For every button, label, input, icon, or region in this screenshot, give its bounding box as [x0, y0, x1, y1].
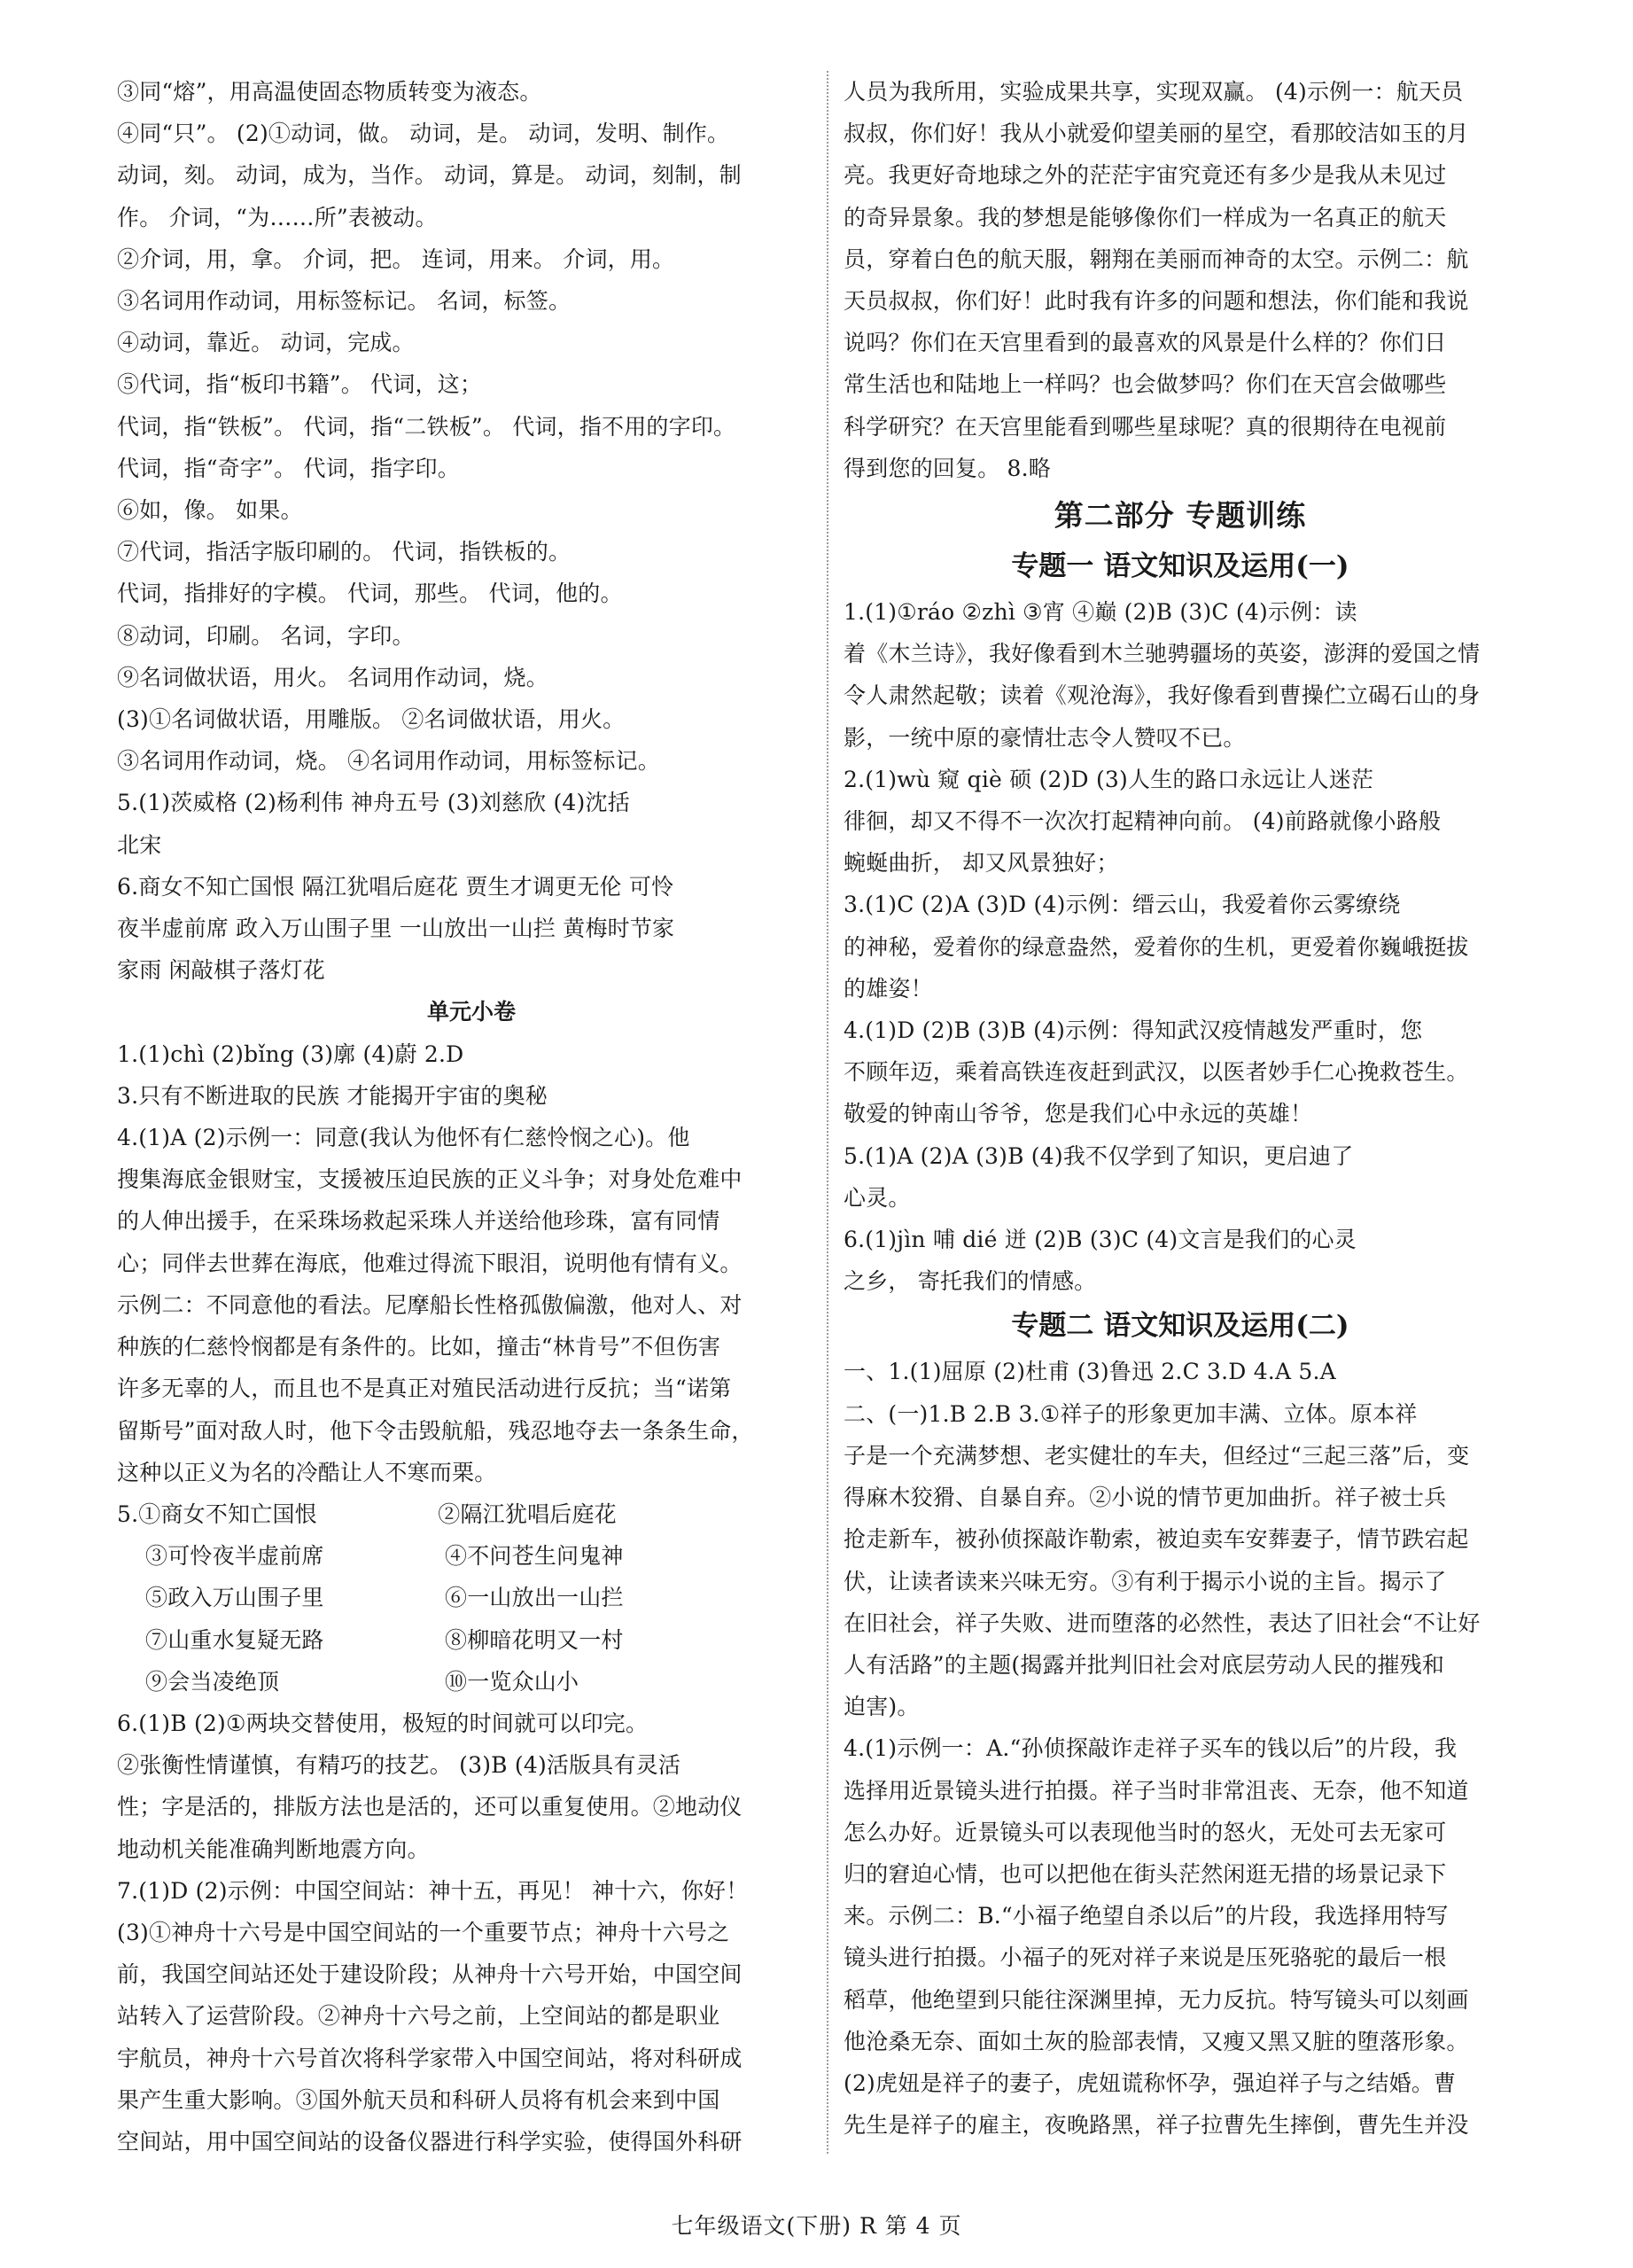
answer-line: 果产生重大影响。③国外航天员和科研人员将有机会来到中国: [117, 2086, 720, 2113]
answer-line: 3.(1)C (2)A (3)D (4)示例：缙云山，我爱着你云雾缭绕: [844, 892, 1401, 918]
answer-line: 空间站，用中国空间站的设备仪器进行科学实验，使得国外科研: [117, 2128, 743, 2155]
poem-pair-row: [117, 1661, 826, 1703]
unit-quiz-heading: 单元小卷: [426, 999, 516, 1025]
answer-line: 得麻木狡猾、自暴自弃。②小说的情节更加曲折。祥子被士兵: [844, 1485, 1447, 1511]
poem-line: ⑩一览众山小: [445, 1668, 579, 1695]
topic-one-heading: 专题一 语文知识及运用(一): [1011, 550, 1349, 583]
right-column: [844, 71, 1517, 2146]
answer-line: 站转入了运营阶段。②神舟十六号之前，上空间站的都是职业: [117, 2003, 720, 2030]
answer-line: 二、(一)1.B 2.B 3.①祥子的形象更加丰满、立体。原本祥: [844, 1400, 1418, 1427]
answer-line: 1.(1)①ráo ②zhì ③宵 ④巅 (2)B (3)C (4)示例：读: [844, 599, 1357, 626]
poem-line: ⑤政入万山围子里: [145, 1585, 324, 1611]
answer-line: (3)①神舟十六号是中国空间站的一个重要节点；神舟十六号之: [117, 1919, 730, 1945]
answer-line: 4.(1)A (2)示例一：同意(我认为他怀有仁慈怜悯之心)。他: [117, 1125, 690, 1151]
answer-line: 选择用近景镜头进行拍摄。祥子当时非常沮丧、无奈，他不知道: [844, 1777, 1469, 1804]
answer-line: 一、1.(1)屈原 (2)杜甫 (3)鲁迅 2.C 3.D 4.A 5.A: [844, 1359, 1336, 1385]
answer-line: 不顾年迈，乘着高铁连夜赶到武汉，以医者妙手仁心挽救苍生。: [844, 1059, 1469, 1086]
poem-line: ⑧柳暗花明又一村: [445, 1626, 624, 1653]
left-answers-part-c: [117, 1703, 826, 2163]
answer-line: 先生是祥子的雇主，夜晚路黑，祥子拉曹先生摔倒，曹先生并没: [844, 2112, 1469, 2139]
answer-line: 4.(1)D (2)B (3)B (4)示例：得知武汉疫情越发严重时，您: [844, 1017, 1423, 1044]
answer-line: ④动词，靠近。 动词，完成。: [117, 330, 415, 356]
answer-line: 代词，指“奇字”。 代词，指字印。: [117, 455, 460, 481]
answer-line: 蜿蜒曲折， 却又风景独好；: [844, 850, 1119, 877]
topic-two-heading: 专题二 语文知识及运用(二): [1011, 1310, 1349, 1343]
answer-line: 徘徊，却又不得不一次次打起精神向前。 (4)前路就像小路般: [844, 808, 1442, 835]
answer-line: 6.商女不知亡国恨 隔江犹唱后庭花 贾生才调更无伦 可怜: [117, 873, 674, 900]
left-column: [117, 71, 826, 2163]
poem-line: ②隔江犹唱后庭花: [438, 1500, 617, 1527]
poem-line: ⑦山重水复疑无路: [145, 1626, 324, 1653]
answer-line: ⑦代词，指活字版印刷的。 代词，指铁板的。: [117, 539, 572, 565]
answer-line: 的奇异景象。我的梦想是能够像你们一样成为一名真正的航天: [844, 204, 1447, 230]
answer-line: ②张衡性情谨慎，有精巧的技艺。 (3)B (4)活版具有灵活: [117, 1752, 681, 1779]
answer-line: 6.(1)B (2)①两块交替使用，极短的时间就可以印完。: [117, 1710, 649, 1736]
answer-line: 家雨 闲敲棋子落灯花: [117, 957, 325, 984]
answer-line: 3.只有不断进取的民族 才能揭开宇宙的奥秘: [117, 1082, 548, 1109]
answer-line: 代词，指排好的字模。 代词，那些。 代词，他的。: [117, 581, 623, 607]
answer-line: 作。 介词，“为……所”表被动。: [117, 204, 438, 230]
answer-line: 留斯号”面对敌人时，他下令击毁航船，残忍地夺去一条条生命，: [117, 1417, 754, 1444]
answer-line: 说吗？你们在天宫里看到的最喜欢的风景是什么样的？你们日: [844, 330, 1447, 356]
answer-line: ③同“熔”，用高温使固态物质转变为液态。: [117, 79, 542, 105]
answer-line: 1.(1)chì (2)bǐng (3)廓 (4)蔚 2.D: [117, 1040, 464, 1067]
answer-line: 在旧社会，祥子失败、进而堕落的必然性，表达了旧社会“不让好: [844, 1609, 1481, 1636]
answer-line: 宇航员，神舟十六号首次将科学家带入中国空间站，将对科研成: [117, 2045, 743, 2071]
answer-line: (2)虎妞是祥子的妻子，虎妞谎称怀孕，强迫祥子与之结婚。曹: [844, 2069, 1457, 2096]
part-two-heading: 第二部分 专题训练: [1054, 498, 1307, 534]
answer-line: ④同“只”。 (2)①动词，做。 动词，是。 动词，发明、制作。: [117, 121, 730, 147]
answer-line: 2.(1)wù 窥 qiè 硕 (2)D (3)人生的路口永远让人迷茫: [844, 766, 1374, 792]
poem-line: ③可怜夜半虚前席: [145, 1543, 324, 1570]
answer-line: 动词，刻。 动词，成为，当作。 动词，算是。 动词，刻制，制: [117, 162, 742, 189]
answer-line: 的人伸出援手，在采珠场救起采珠人并送给他珍珠，富有同情: [117, 1208, 720, 1235]
answer-line: 影，一统中原的豪情壮志令人赞叹不已。: [844, 724, 1246, 751]
answer-line: 伏，让读者读来兴味无穷。③有利于揭示小说的主旨。揭示了: [844, 1568, 1447, 1594]
poem-line: ①商女不知亡国恨: [138, 1500, 317, 1527]
answer-line: 归的窘迫心情，也可以把他在街头茫然闲逛无措的场景记录下: [844, 1860, 1447, 1887]
answer-line: 的神秘，爱着你的绿意盎然，爱着你的生机，更爱着你巍峨挺拔: [844, 933, 1469, 960]
answer-line: ③名词用作动词，用标签标记。 名词，标签。: [117, 288, 572, 315]
answer-line: ⑧动词，印刷。 名词，字印。: [117, 622, 415, 649]
answer-line: ⑤代词，指“板印书籍”。 代词，这；: [117, 371, 483, 398]
answer-line: 搜集海底金银财宝，支援被压迫民族的正义斗争；对身处危难中: [117, 1166, 743, 1193]
answer-line: 心灵。: [844, 1184, 911, 1211]
answer-line: 前，我国空间站还处于建设阶段；从神舟十六号开始，中国空间: [117, 1961, 743, 1988]
answer-line: 稻草，他绝望到只能往深渊里掉，无力反抗。特写镜头可以刻画: [844, 1986, 1469, 2013]
answer-line: 5.(1)A (2)A (3)B (4)我不仅学到了知识，更启迪了: [844, 1142, 1354, 1169]
answer-line: 地动机关能准确判断地震方向。: [117, 1835, 430, 1862]
answer-line: ⑥如，像。 如果。: [117, 497, 303, 524]
answer-line: 镜头进行拍摄。小福子的死对祥子来说是压死骆驼的最后一根: [844, 1945, 1447, 1971]
poem-line: ④不问苍生问鬼神: [445, 1543, 624, 1570]
poem-pair-row: [117, 1619, 826, 1661]
answer-line: 这种以正义为名的冷酷让人不寒而栗。: [117, 1459, 497, 1485]
answer-line: 叔叔，你们好！我从小就爱仰望美丽的星空，看那皎洁如玉的月: [844, 121, 1469, 147]
topic-two-answers: [844, 1351, 1517, 2146]
answer-line: 他沧桑无奈、面如土灰的脸部表情，又瘦又黑又脏的堕落形象。: [844, 2028, 1469, 2054]
answer-line: 5.(1)茨威格 (2)杨利伟 神舟五号 (3)刘慈欣 (4)沈括: [117, 790, 630, 816]
answer-line: 天员叔叔，你们好！此时我有许多的问题和想法，你们能和我说: [844, 288, 1469, 315]
answer-line: 7.(1)D (2)示例：中国空间站：神十五，再见！ 神十六，你好！: [117, 1877, 749, 1904]
left-answers-part-a: [117, 71, 826, 991]
answer-line: 科学研究？在天宫里能看到哪些星球呢？真的很期待在电视前: [844, 413, 1447, 440]
answer-line: 代词，指“铁板”。 代词，指“二铁板”。 代词，指不用的字印。: [117, 413, 736, 440]
answer-line: 着《木兰诗》，我好像看到木兰驰骋疆场的英姿，澎湃的爱国之情: [844, 641, 1481, 667]
left-answers-part-b: [117, 1033, 826, 1493]
answer-line: 敬爱的钟南山爷爷，您是我们心中永远的英雄！: [844, 1101, 1313, 1127]
answer-line: 性；字是活的，排版方法也是活的，还可以重复使用。②地动仪: [117, 1794, 743, 1820]
answer-line: 员，穿着白色的航天服，翱翔在美丽而神奇的太空。示例二：航: [844, 246, 1469, 272]
answer-line: 心；同伴去世葬在海底，他难过得流下眼泪，说明他有情有义。: [117, 1250, 743, 1276]
answer-line: 常生活也和陆地上一样吗？也会做梦吗？你们在天宫会做哪些: [844, 371, 1447, 398]
answer-line: 种族的仁慈怜悯都是有条件的。比如，撞击“林肯号”不但伤害: [117, 1334, 721, 1360]
poem-pair-row: [117, 1535, 826, 1577]
answer-line: (3)①名词做状语，用雕版。 ②名词做状语，用火。: [117, 706, 626, 733]
answer-line: 亮。我更好奇地球之外的茫茫宇宙究竟还有多少是我从未见过: [844, 162, 1447, 189]
answer-line: 人员为我所用，实验成果共享，实现双赢。 (4)示例一：航天员: [844, 79, 1464, 105]
question-number: 5.: [117, 1500, 139, 1527]
answer-line: 怎么办好。近景镜头可以表现他当时的怒火，无处可去无家可: [844, 1819, 1447, 1845]
answer-line: ②介词，用，拿。 介词，把。 连词，用来。 介词，用。: [117, 246, 675, 272]
answer-line: 抢走新车，被孙侦探敲诈勒索，被迫卖车安葬妻子，情节跌宕起: [844, 1526, 1469, 1553]
answer-line: 人有活路”的主题(揭露并批判旧社会对底层劳动人民的摧残和: [844, 1651, 1445, 1678]
poem-line: ⑥一山放出一山拦: [445, 1585, 624, 1611]
right-answers-part-a: [844, 71, 1517, 489]
answer-line: 令人肃然起敬；读着《观沧海》，我好像看到曹操伫立碣石山的身: [844, 682, 1481, 709]
answer-line: 4.(1)示例一：A.“孙侦探敲诈走祥子买车的钱以后”的片段，我: [844, 1735, 1458, 1762]
page-footer: 七年级语文(下册) R 第 4 页: [671, 2213, 962, 2239]
answer-line: 示例二：不同意他的看法。尼摩船长性格孤傲偏激，他对人、对: [117, 1291, 743, 1318]
answer-line: 的雄姿！: [844, 975, 933, 1002]
poem-pair-row: [117, 1493, 826, 1535]
answer-line: 迫害)。: [844, 1694, 920, 1720]
poem-pair-row: [117, 1577, 826, 1618]
answer-line: ③名词用作动词，烧。 ④名词用作动词，用标签标记。: [117, 748, 660, 775]
answer-line: 北宋: [117, 831, 162, 858]
answer-line: 之乡， 寄托我们的情感。: [844, 1268, 1097, 1295]
topic-one-answers: [844, 591, 1517, 1302]
answer-line: ⑨名词做状语，用火。 名词用作动词，烧。: [117, 664, 548, 690]
column-divider: [827, 71, 829, 2154]
poem-line: ⑨会当凌绝顶: [145, 1668, 280, 1695]
answer-line: 得到您的回复。 8.略: [844, 455, 1052, 481]
poem-answer-list: [117, 1493, 826, 1703]
answer-line: 夜半虚前席 政入万山围子里 一山放出一山拦 黄梅时节家: [117, 916, 675, 942]
answer-line: 来。示例二：B.“小福子绝望自杀以后”的片段，我选择用特写: [844, 1903, 1449, 1929]
answer-line: 子是一个充满梦想、老实健壮的车夫，但经过“三起三落”后，变: [844, 1442, 1470, 1469]
answer-line: 许多无辜的人，而且也不是真正对殖民活动进行反抗；当“诺第: [117, 1376, 732, 1402]
answer-line: 6.(1)jìn 哺 dié 迸 (2)B (3)C (4)文言是我们的心灵: [844, 1227, 1357, 1253]
